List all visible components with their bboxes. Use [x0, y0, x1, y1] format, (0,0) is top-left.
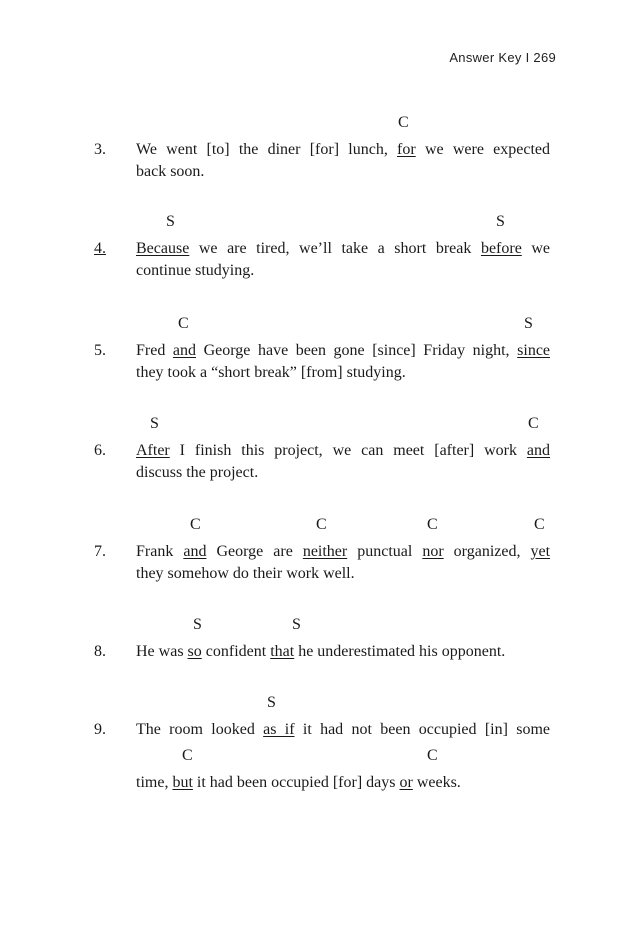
conjunction-mark: S [496, 213, 505, 230]
sentence-line: discuss the project. [136, 464, 259, 481]
conjunction-mark: C [398, 114, 409, 131]
conjunction-mark: C [178, 315, 189, 332]
underlined-conjunction: for [397, 141, 416, 158]
sentence-line: continue studying. [136, 262, 255, 279]
underlined-conjunction: Because [136, 240, 190, 257]
conjunction-mark: C [427, 747, 438, 764]
conjunction-mark: S [292, 616, 301, 633]
underlined-conjunction: as if [263, 721, 295, 738]
sentence-line: He was so confident that he underestimated his opponent. [136, 643, 506, 660]
item-number: 9. [94, 721, 106, 738]
sentence-line: Frank and George are neither punctual nor organized, yet [136, 543, 551, 560]
conjunction-mark: S [166, 213, 175, 230]
conjunction-mark: C [190, 516, 201, 533]
underlined-conjunction: and [526, 442, 550, 459]
conjunction-mark: C [528, 415, 539, 432]
underlined-conjunction: before [480, 240, 522, 257]
underlined-conjunction: since [517, 342, 551, 359]
item-number: 3. [94, 141, 106, 158]
underlined-conjunction: but [172, 774, 193, 791]
item-number: 5. [94, 342, 106, 359]
sentence-line: time, but it had been occupied [for] days or weeks. [136, 774, 461, 791]
conjunction-mark: S [150, 415, 159, 432]
sentence-line: they took a “short break” [from] studying. [136, 364, 406, 381]
underlined-conjunction: that [270, 643, 295, 660]
underlined-conjunction: nor [422, 543, 444, 560]
sentence-line: back soon. [136, 163, 205, 180]
sentence-line: they somehow do their work well. [136, 565, 355, 582]
conjunction-mark: S [524, 315, 533, 332]
conjunction-mark: C [427, 516, 438, 533]
sentence-line: Fred and George have been gone [since] Friday night, since [136, 342, 551, 359]
running-head: Answer Key I 269 [449, 50, 556, 65]
underlined-conjunction: After [136, 442, 170, 459]
conjunction-mark: S [267, 694, 276, 711]
item-number: 6. [94, 442, 106, 459]
conjunction-mark: S [193, 616, 202, 633]
conjunction-mark: C [534, 516, 545, 533]
underlined-conjunction: so [187, 643, 202, 660]
underlined-conjunction: yet [530, 543, 551, 560]
item-number: 4. [94, 240, 106, 257]
conjunction-mark: C [182, 747, 193, 764]
sentence-line: Because we are tired, we’ll take a short break before we [136, 240, 551, 257]
underlined-conjunction: neither [302, 543, 348, 560]
sentence-line: We went [to] the diner [for] lunch, for we were expected [136, 141, 550, 158]
underlined-conjunction: and [183, 543, 207, 560]
underlined-conjunction: and [172, 342, 197, 359]
sentence-line: The room looked as if it had not been occupied [in] some [136, 721, 551, 738]
item-number: 8. [94, 643, 106, 660]
sentence-line: After I finish this project, we can meet [after] work and [136, 442, 550, 459]
item-number: 7. [94, 543, 106, 560]
conjunction-mark: C [316, 516, 327, 533]
underlined-conjunction: or [399, 774, 413, 791]
